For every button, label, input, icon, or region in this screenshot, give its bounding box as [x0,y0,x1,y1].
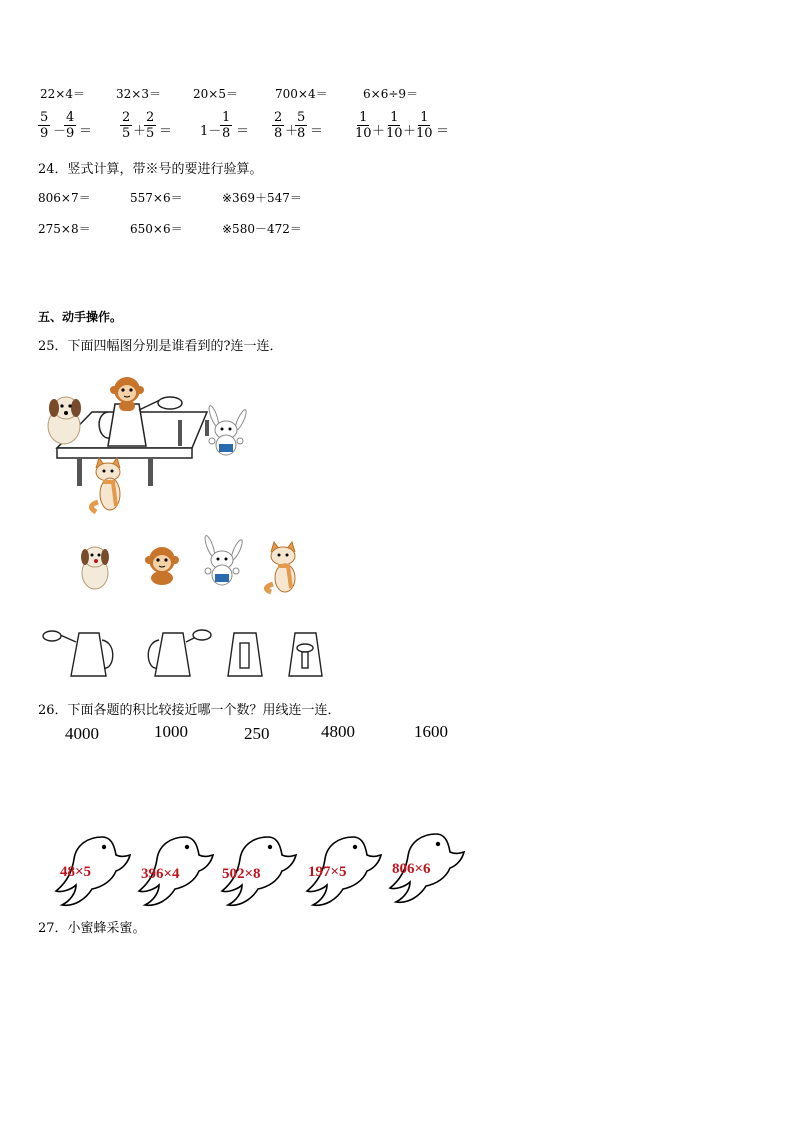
question-27-title: 27．小蜜蜂采蜜。 [38,921,146,936]
calc-700x4: 700×4＝ [275,87,328,101]
calc-22x4: 22×4＝ [40,87,85,101]
product-expression: 806×6 [392,861,431,877]
target-number: 4000 [65,724,99,743]
q24-calc: ※580－472＝ [222,222,302,236]
target-number: 4800 [321,722,355,741]
calc-6x6div9: 6×6÷9＝ [363,87,419,101]
q24-calc: 557×6＝ [130,191,183,205]
target-number: 1000 [154,722,188,741]
product-expression: 396×4 [141,866,180,882]
question-25-title: 25．下面四幅图分别是谁看到的?连一连． [38,339,283,354]
question-24-title: 24．竖式计算，带※号的要进行验算。 [38,162,263,177]
q24-calc: 806×7＝ [38,191,91,205]
calc-20x5: 20×5＝ [193,87,238,101]
q24-calc: 650×6＝ [130,222,183,236]
question-26-title: 26．下面各题的积比较接近哪一个数？用线连一连． [38,703,341,718]
product-expression: 48×5 [60,864,92,880]
target-number: 250 [244,724,270,743]
q24-calc: 275×8＝ [38,222,91,236]
calc-32x3: 32×3＝ [116,87,161,101]
product-expression: 502×8 [222,866,261,882]
q24-calc: ※369＋547＝ [222,191,302,205]
product-expression: 197×5 [308,864,347,880]
section-5-heading: 五、动手操作。 [38,310,123,324]
target-number: 1600 [414,722,448,741]
